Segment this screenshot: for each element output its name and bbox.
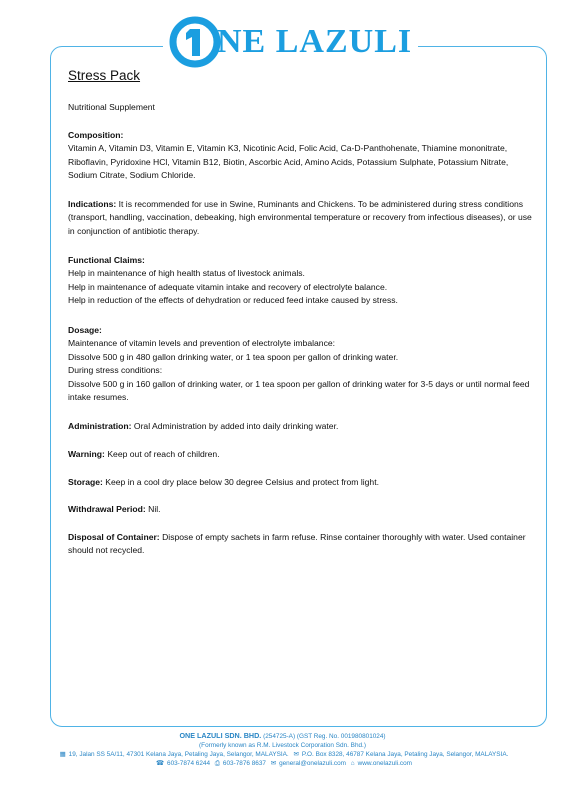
fax-icon: ⎙ bbox=[214, 760, 220, 767]
dosage-section bbox=[68, 324, 538, 404]
indications-text: It is recommended for use in Swine, Ruminants and Chickens. To be administered during stress conditions (transport, handling, vaccination, debeaking, high environmental temperature or recovery from infectious diseases), or use in conjunction of antibiotic therapy. bbox=[68, 199, 532, 236]
claim-line: Help in reduction of the effects of dehydration or reduced feed intake caused by stress. bbox=[68, 295, 398, 306]
claim-line: Help in maintenance of high health status of livestock animals. bbox=[68, 268, 305, 279]
storage-text: Keep in a cool dry place below 30 degree Celsius and protect from light. bbox=[105, 477, 379, 487]
dosage-line: During stress conditions: bbox=[68, 365, 163, 376]
brand-name: NE LAZULI bbox=[217, 23, 413, 60]
disposal-section bbox=[68, 531, 538, 558]
dosage-heading: Dosage: bbox=[68, 325, 102, 335]
footer bbox=[0, 731, 565, 768]
footer-company: ONE LAZULI SDN. BHD. bbox=[179, 731, 262, 740]
footer-fax: 603-7876 8637 bbox=[222, 760, 266, 767]
administration-heading: Administration: bbox=[68, 421, 132, 431]
warning-text: Keep out of reach of children. bbox=[107, 449, 220, 459]
footer-po-box: P.O. Box 8328, 46787 Kelana Jaya, Petaling Jaya, Selangor, MALAYSIA. bbox=[301, 751, 509, 758]
composition-heading: Composition: bbox=[68, 130, 124, 140]
page-title: Stress Pack bbox=[68, 68, 141, 83]
administration-text: Oral Administration by added into daily drinking water. bbox=[133, 421, 339, 431]
email-icon: ✉ bbox=[270, 760, 277, 767]
dosage-line: Dissolve 500 g in 480 gallon drinking water, or 1 tea spoon per gallon of drinking water. bbox=[68, 351, 399, 362]
subtitle: Nutritional Supplement bbox=[68, 102, 155, 112]
web-icon: ⌂ bbox=[350, 760, 355, 767]
composition-section bbox=[68, 129, 538, 183]
brand-logo bbox=[163, 14, 418, 70]
functional-claims-section bbox=[68, 254, 538, 308]
indications-section bbox=[68, 198, 538, 238]
administration-section bbox=[68, 420, 538, 433]
warning-heading: Warning: bbox=[68, 449, 105, 459]
storage-section bbox=[68, 476, 538, 489]
indications-heading: Indications: bbox=[68, 199, 117, 209]
footer-formerly: (Formerly known as R.M. Livestock Corporation Sdn. Bhd.) bbox=[199, 742, 366, 749]
disposal-text: Dispose of empty sachets in farm refuse. Rinse container thoroughly with water. Used container should not recycled. bbox=[68, 532, 526, 556]
storage-heading: Storage: bbox=[68, 477, 103, 487]
footer-phone: 603-7874 6244 bbox=[167, 760, 211, 767]
footer-address: 19, Jalan SS 5A/11, 47301 Kelana Jaya, Petaling Jaya, Selangor, MALAYSIA. bbox=[68, 751, 289, 758]
mailbox-icon: ✉ bbox=[293, 751, 299, 758]
withdrawal-heading: Withdrawal Period: bbox=[68, 504, 146, 514]
footer-email[interactable]: general@onelazuli.com bbox=[279, 760, 346, 767]
withdrawal-text: Nil. bbox=[148, 504, 161, 514]
disposal-heading: Disposal of Container: bbox=[68, 532, 160, 542]
one-lazuli-logo-icon bbox=[169, 16, 221, 68]
footer-web[interactable]: www.onelazuli.com bbox=[357, 760, 412, 767]
withdrawal-section bbox=[68, 503, 538, 516]
functional-claims-heading: Functional Claims: bbox=[68, 255, 145, 265]
location-icon: ▦ bbox=[59, 751, 66, 758]
footer-reg: (254725-A) (GST Reg. No. 001980801024) bbox=[263, 733, 386, 740]
dosage-line: Maintenance of vitamin levels and prevention of electrolyte imbalance: bbox=[68, 338, 336, 349]
dosage-line: Dissolve 500 g in 160 gallon of drinking water, or 1 tea spoon per gallon of drinking water for 3-5 days or until normal feed intake resumes. bbox=[68, 378, 530, 403]
composition-text: Vitamin A, Vitamin D3, Vitamin E, Vitamin K3, Nicotinic Acid, Folic Acid, Ca-D-Panthohenate, Thiamine mononitrate, Riboflavin, Pyridoxine HCl, Vitamin B12, Biotin, Ascorbic Acid, Amino Acids, Potassium Sulphate, Potassium Nitrate, Sodium Citrate, Sodium Chloride. bbox=[68, 143, 509, 181]
claim-line: Help in maintenance of adequate vitamin intake and recovery of electrolyte balance. bbox=[68, 281, 388, 292]
warning-section bbox=[68, 448, 538, 461]
phone-icon: ☎ bbox=[156, 760, 165, 767]
